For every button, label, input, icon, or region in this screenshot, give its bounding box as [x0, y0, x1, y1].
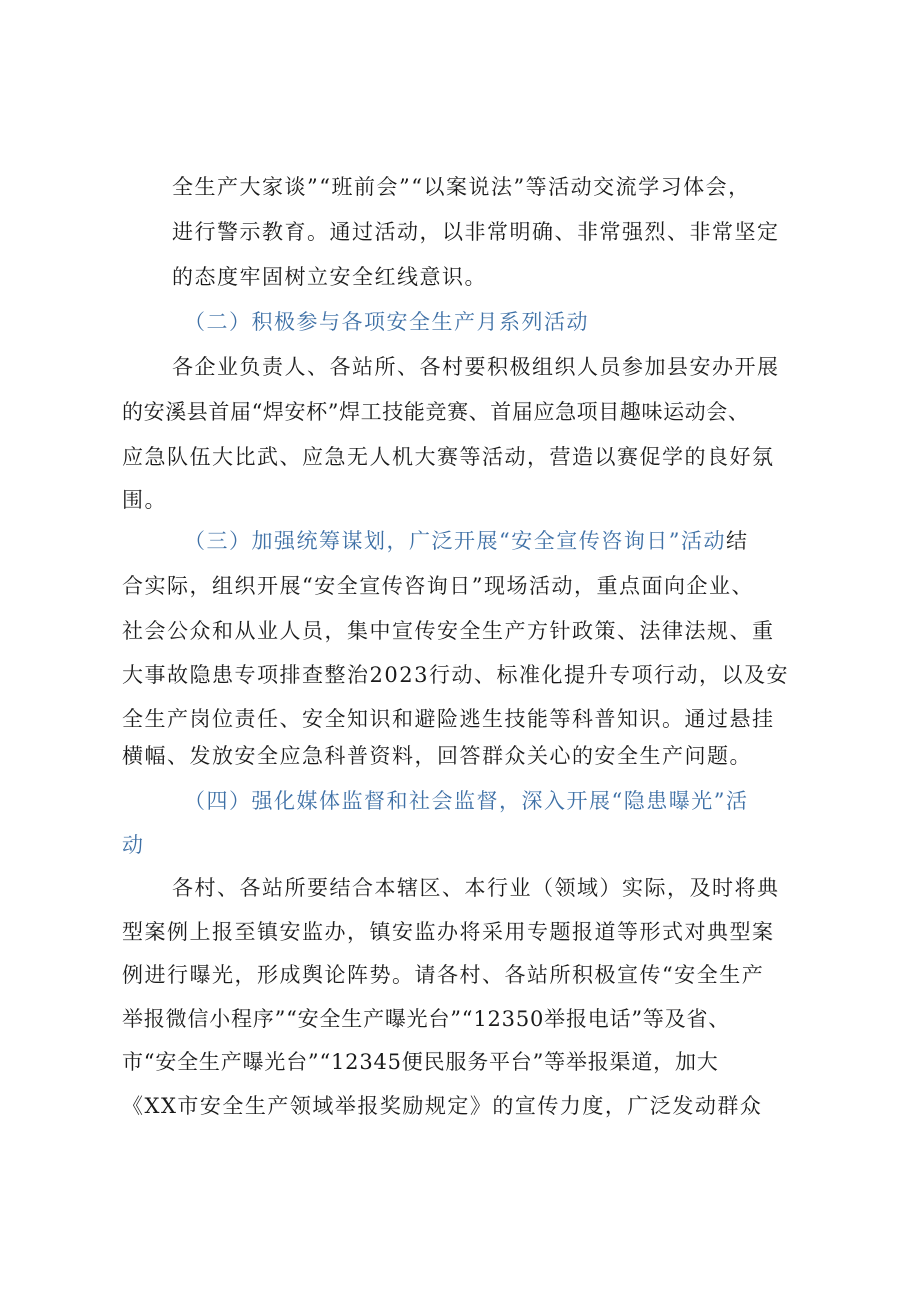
section-heading-4-line-2: 动	[122, 833, 145, 857]
paragraph-3-line-1	[184, 526, 748, 556]
section-heading-4-line-1: （四）强化媒体监督和社会监督，深入开展“隐患曝光”活	[184, 789, 749, 813]
paragraph-2-line-1: 各企业负责人、各站所、各村要积极组织人员参加县安办开展	[172, 355, 780, 379]
paragraph-3-line-5: 全生产岗位责任、安全知识和避险逃生技能等科普知识。通过悬挂	[122, 707, 775, 731]
paragraph-4-line-6: 《XX市安全生产领域举报奖励规定》的宣传力度，广泛发动群众	[122, 1094, 763, 1118]
paragraph-2-line-2: 的安溪县首届“焊安杯”焊工技能竞赛、首届应急项目趣味运动会、	[122, 400, 750, 424]
paragraph-1-line-3: 的态度牢固树立安全红线意识。	[172, 265, 487, 289]
paragraph-4-line-2: 型案例上报至镇安监办，镇安监办将采用专题报道等形式对典型案	[122, 920, 775, 944]
paragraph-3-line-3: 社会公众和从业人员，集中宣传安全生产方针政策、法律法规、重	[122, 619, 775, 643]
paragraph-3-line-2: 合实际，组织开展“安全宣传咨询日”现场活动，重点面向企业、	[122, 574, 754, 598]
paragraph-2-line-3: 应急队伍大比武、应急无人机大赛等活动，营造以赛促学的良好氛	[122, 445, 775, 469]
paragraph-1-line-2: 进行警示教育。通过活动，以非常明确、非常强烈、非常坚定	[172, 220, 780, 244]
paragraph-3-line-4: 大事故隐患专项排查整治2023行动、标准化提升专项行动，以及安	[122, 663, 789, 687]
paragraph-4-line-4: 举报微信小程序”“安全生产曝光台”“12350举报电话”等及省、	[122, 1007, 731, 1031]
section-heading-3: （三）加强统筹谋划，广泛开展“安全宣传咨询日”活动	[184, 529, 726, 553]
paragraph-3-line-6: 横幅、发放安全应急科普资料，回答群众关心的安全生产问题。	[122, 744, 752, 768]
paragraph-4-line-5: 市“安全生产曝光台”“12345便民服务平台”等举报渠道，加大	[122, 1050, 719, 1074]
paragraph-1-line-1: 全生产大家谈”“班前会”“以案说法”等活动交流学习体会，	[172, 175, 751, 199]
paragraph-3-continuation: 结	[725, 529, 749, 553]
paragraph-4-line-1: 各村、各站所要结合本辖区、本行业（领域）实际，及时将典	[172, 876, 780, 900]
paragraph-4-line-3: 例进行曝光，形成舆论阵势。请各村、各站所积极宣传“安全生产	[122, 963, 765, 987]
section-heading-2: （二）积极参与各项安全生产月系列活动	[184, 310, 589, 334]
paragraph-2-line-4: 围。	[122, 488, 167, 512]
